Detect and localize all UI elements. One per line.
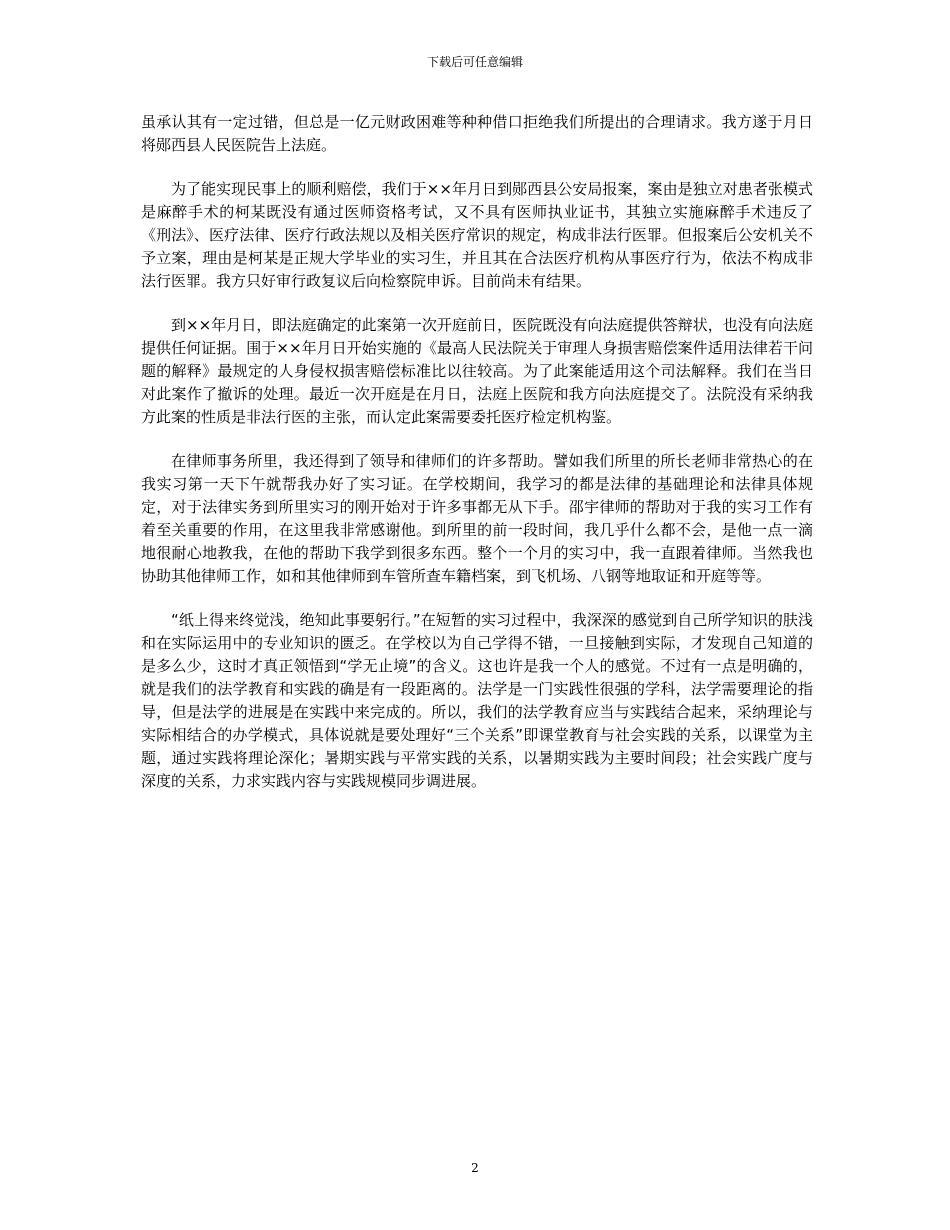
document-body: [141, 111, 813, 814]
paragraph-continuation: 虽承认其有一定过错，但总是一亿元财政困难等种种借口拒绝我们所提出的合理请求。我方遂于月日将郧西县人民医院告上法庭。: [141, 113, 813, 154]
page-number: 2: [471, 1161, 479, 1175]
paragraph-court-hearing: 到××年月日，即法庭确定的此案第一次开庭前日，医院既没有向法庭提供答辩状，也没有向法庭提供任何证据。围于××年月日开始实施的《最高人民法院关于审理人身损害赔偿案件适用法律若干问题的解释》最规定的人身侵权损害赔偿标准比以往较高。为了此案能适用这个司法解释。我们在当日对此案作了撤诉的处理。最近一次开庭是在月日，法庭上医院和我方向法庭提交了。法院没有采纳我方此案的性质是非法行医的主张，而认定此案需要委托医疗检定机构鉴。: [141, 316, 813, 426]
paragraph-police-report: 为了能实现民事上的顺利赔偿，我们于××年月日到郧西县公安局报案，案由是独立对患者张模式是麻醉手术的柯某既没有通过医师资格考试，又不具有医师执业证书，其独立实施麻醉手术违反了《刑法》、医疗法律、医疗行政法规以及相关医疗常识的规定，构成非法行医罪。但报案后公安机关不予立案，理由是柯某是正规大学毕业的实习生，并且其在合法医疗机构从事医疗行为，依法不构成非法行医罪。我方只好审行政复议后向检察院申诉。目前尚未有结果。: [141, 180, 813, 290]
paragraph-law-firm-help: 在律师事务所里，我还得到了领导和律师们的许多帮助。譬如我们所里的所长老师非常热心的在我实习第一天下午就帮我办好了实习证。在学校期间，我学习的都是法律的基础理论和法律具体规定，对于法律实务到所里实习的刚开始对于许多事都无从下手。邵宇律师的帮助对于我的实习工作有着至关重要的作用，在这里我非常感谢他。到所里的前一段时间，我几乎什么都不会，是他一点一滴地很耐心地教我，在他的帮助下我学到很多东西。整个一个月的实习中，我一直跟着律师。当然我也协助其他律师工作，如和其他律师到车管所查车籍档案，到飞机场、八钢等地取证和开庭等等。: [141, 452, 813, 585]
paragraph-reflection: “纸上得来终觉浅，绝知此事要躬行。”在短暂的实习过程中，我深深的感觉到自己所学知识的肤浅和在实际运用中的专业知识的匮乏。在学校以为自己学得不错，一旦接触到实际，才发现自己知道的是多么少，这时才真正领悟到“学无止境”的含义。这也许是我一个人的感觉。不过有一点是明确的，就是我们的法学教育和实践的确是有一段距离的。法学是一门实践性很强的学科，法学需要理论的指导，但是法学的进展是在实践中来完成的。所以，我们的法学教育应当与实践结合起来，采纳理论与实际相结合的办学模式，具体说就是要处理好“三个关系”即课堂教育与社会实践的关系，以课堂为主题，通过实践将理论深化；暑期实践与平常实践的关系，以暑期实践为主要时间段；社会实践广度与深度的关系，力求实践内容与实践规模同步调进展。: [141, 611, 813, 790]
page-header: 下载后可任意编辑: [426, 55, 523, 69]
